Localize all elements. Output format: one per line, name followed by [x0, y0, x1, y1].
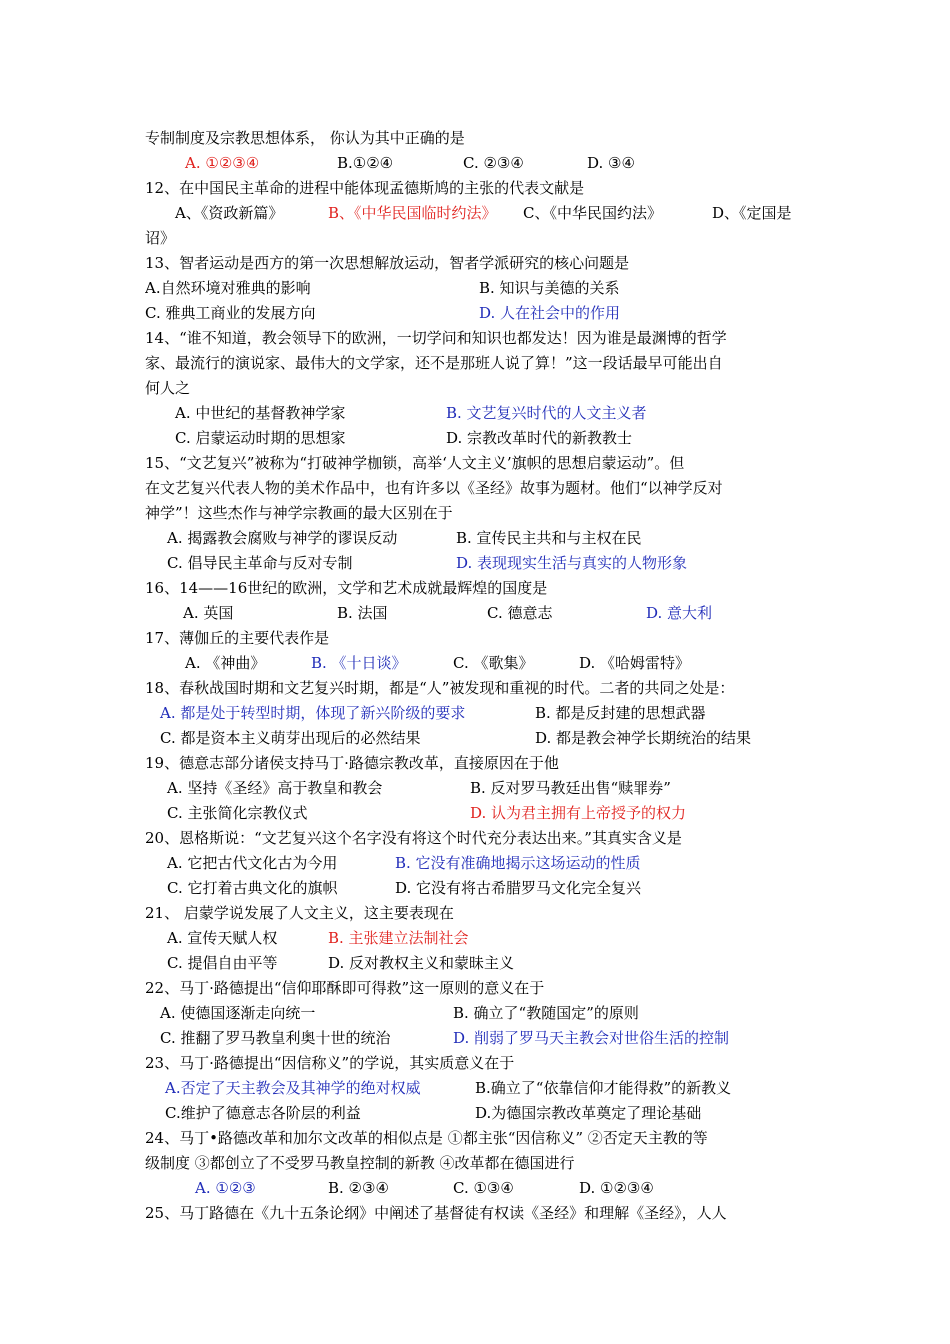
text-line — [145, 478, 815, 498]
text-segment: 家、最流行的演说家、最伟大的文学家，还不是那班人说了算！”这一段话最早可能出自 — [145, 354, 723, 372]
text-line — [145, 178, 815, 198]
text-segment: C. 它打着古典文化的旗帜 — [167, 879, 338, 897]
answer-option-highlighted: A. ①②③ — [195, 1179, 256, 1197]
text-line — [145, 453, 815, 473]
text-segment: A. 宣传天赋人权 — [167, 929, 278, 947]
text-segment: 15、“文艺复兴”被称为“打破神学枷锁，高举‘人文主义’旗帜的思想启蒙运动”。但 — [145, 454, 685, 472]
text-segment: A. 《神曲》 — [185, 654, 266, 672]
text-segment: 级制度 ③都创立了不受罗马教皇控制的新教 ④改革都在德国进行 — [145, 1154, 575, 1172]
text-line — [145, 353, 815, 373]
answer-option-highlighted: B、《中华民国临时约法》 — [328, 204, 497, 222]
text-segment: 20、恩格斯说：“文艺复兴这个名字没有将这个时代充分表达出来。”其真实含义是 — [145, 829, 682, 847]
text-line — [145, 928, 815, 948]
text-segment: C. 启蒙运动时期的思想家 — [175, 429, 346, 447]
text-line — [145, 428, 815, 448]
answer-option-highlighted: A. 都是处于转型时期，体现了新兴阶级的要求 — [160, 704, 466, 722]
text-segment: B.①②④ — [337, 154, 394, 172]
text-line — [145, 878, 815, 898]
answer-option-highlighted: D. 认为君主拥有上帝授予的权力 — [470, 804, 687, 822]
text-line — [145, 803, 815, 823]
text-segment: 神学”！这些杰作与神学宗教画的最大区别在于 — [145, 504, 453, 522]
text-segment: C. 雅典工商业的发展方向 — [145, 304, 316, 322]
text-line — [145, 1103, 815, 1123]
answer-option-highlighted: B. 主张建立法制社会 — [328, 929, 469, 947]
text-line — [145, 278, 815, 298]
text-segment: B. 反对罗马教廷出售“赎罪券” — [470, 779, 671, 797]
text-line — [145, 578, 815, 598]
text-line — [145, 903, 815, 923]
text-segment: C. 德意志 — [487, 604, 553, 622]
text-segment: B. 宣传民主共和与主权在民 — [456, 529, 642, 547]
text-segment: 13、智者运动是西方的第一次思想解放运动，智者学派研究的核心问题是 — [145, 254, 630, 272]
text-segment: C、《中华民国约法》 — [523, 204, 662, 222]
answer-option-highlighted: D. 表现现实生活与真实的人物形象 — [456, 554, 688, 572]
text-segment: C.维护了德意志各阶层的利益 — [165, 1104, 361, 1122]
text-segment: 25、马丁路德在《九十五条论纲》中阐述了基督徒有权读《圣经》和理解《圣经》，人人 — [145, 1204, 727, 1222]
text-line — [145, 628, 815, 648]
text-segment: D. 《哈姆雷特》 — [579, 654, 691, 672]
text-segment: 19、德意志部分诸侯支持马丁·路德宗教改革，直接原因在于他 — [145, 754, 559, 772]
text-segment: D. ③④ — [587, 154, 635, 172]
answer-option-highlighted: D. 意大利 — [646, 604, 713, 622]
text-segment: A. 它把古代文化古为今用 — [167, 854, 338, 872]
answer-option-highlighted: B. 它没有准确地揭示这场运动的性质 — [395, 854, 641, 872]
answer-option-highlighted: A.否定了天主教会及其神学的绝对权威 — [165, 1079, 421, 1097]
answer-option-highlighted: D. 削弱了罗马天主教会对世俗生活的控制 — [453, 1029, 730, 1047]
text-segment: D. 宗教改革时代的新教教士 — [446, 429, 633, 447]
text-line — [145, 703, 815, 723]
text-segment: A. 揭露教会腐败与神学的谬误反动 — [167, 529, 398, 547]
text-line — [145, 828, 815, 848]
text-segment: 专制制度及宗教思想体系， 你认为其中正确的是 — [145, 129, 465, 147]
text-segment: B.确立了“依靠信仰才能得救”的新教义 — [475, 1079, 732, 1097]
text-line — [145, 678, 815, 698]
text-segment: B. 法国 — [337, 604, 388, 622]
answer-option-highlighted: A. ①②③④ — [185, 154, 260, 172]
text-segment: 在文艺复兴代表人物的美术作品中，也有许多以《圣经》故事为题材。他们“以神学反对 — [145, 479, 723, 497]
text-line — [145, 553, 815, 573]
text-segment: 16、14——16世纪的欧洲，文学和艺术成就最辉煌的国度是 — [145, 579, 548, 597]
text-segment: B. 确立了“教随国定”的原则 — [453, 1004, 639, 1022]
text-segment: A. 使德国逐渐走向统一 — [160, 1004, 316, 1022]
text-segment: A. 英国 — [183, 604, 234, 622]
text-line — [145, 1078, 815, 1098]
text-line — [145, 153, 815, 173]
text-segment: A.自然环境对雅典的影响 — [145, 279, 311, 297]
text-line — [145, 603, 815, 623]
text-segment: 何人之 — [145, 379, 191, 397]
text-segment: 诏》 — [145, 229, 176, 247]
text-segment: D.为德国宗教改革奠定了理论基础 — [475, 1104, 702, 1122]
text-line — [145, 853, 815, 873]
text-line — [145, 1203, 815, 1223]
text-segment: 14、“谁不知道，教会领导下的欧洲，一切学问和知识也都发达！因为谁是最渊博的哲学 — [145, 329, 727, 347]
text-segment: C. ②③④ — [463, 154, 524, 172]
text-segment: 17、薄伽丘的主要代表作是 — [145, 629, 330, 647]
text-line — [145, 303, 815, 323]
text-segment: D、《定国是 — [712, 204, 792, 222]
text-segment: C. ①③④ — [453, 1179, 514, 1197]
text-segment: B. 都是反封建的思想武器 — [535, 704, 706, 722]
text-segment: D. ①②③④ — [579, 1179, 654, 1197]
text-segment: C. 提倡自由平等 — [167, 954, 278, 972]
text-segment: D. 都是教会神学长期统治的结果 — [535, 729, 752, 747]
text-segment: D. 反对教权主义和蒙昧主义 — [328, 954, 515, 972]
text-segment: D. 它没有将古希腊罗马文化完全复兴 — [395, 879, 642, 897]
text-segment: A、《资政新篇》 — [175, 204, 284, 222]
text-line — [145, 253, 815, 273]
answer-option-highlighted: B. 《十日谈》 — [311, 654, 407, 672]
text-segment: A. 坚持《圣经》高于教皇和教会 — [167, 779, 383, 797]
text-segment: B. 知识与美德的关系 — [479, 279, 620, 297]
text-line — [145, 1178, 815, 1198]
text-line — [145, 378, 815, 398]
text-segment: C. 倡导民主革命与反对专制 — [167, 554, 353, 572]
text-line — [145, 728, 815, 748]
text-segment: 24、马丁•路德改革和加尔文改革的相似点是 ①都主张“因信称义” ②否定天主教的等 — [145, 1129, 708, 1147]
text-segment: C. 都是资本主义萌芽出现后的必然结果 — [160, 729, 421, 747]
text-segment: 12、在中国民主革命的进程中能体现孟德斯鸠的主张的代表文献是 — [145, 179, 585, 197]
text-line — [145, 228, 815, 248]
answer-option-highlighted: D. 人在社会中的作用 — [479, 304, 621, 322]
text-line — [145, 1053, 815, 1073]
text-line — [145, 528, 815, 548]
answer-option-highlighted: B. 文艺复兴时代的人文主义者 — [446, 404, 647, 422]
text-segment: 18、春秋战国时期和文艺复兴时期，都是“人”被发现和重视的时代。二者的共同之处是： — [145, 679, 735, 697]
text-line — [145, 1003, 815, 1023]
text-line — [145, 203, 815, 223]
text-line — [145, 978, 815, 998]
text-line — [145, 328, 815, 348]
text-segment: C. 推翻了罗马教皇利奥十世的统治 — [160, 1029, 391, 1047]
text-segment: 21、 启蒙学说发展了人文主义，这主要表现在 — [145, 904, 454, 922]
text-line — [145, 778, 815, 798]
text-line — [145, 953, 815, 973]
text-line — [145, 1153, 815, 1173]
text-line — [145, 403, 815, 423]
text-line — [145, 753, 815, 773]
text-line — [145, 1128, 815, 1148]
text-segment: 22、马丁·路德提出“信仰耶酥即可得救”这一原则的意义在于 — [145, 979, 545, 997]
text-line — [145, 128, 815, 148]
text-line — [145, 1028, 815, 1048]
text-segment: B. ②③④ — [328, 1179, 389, 1197]
text-line — [145, 503, 815, 523]
text-segment: C. 《歌集》 — [453, 654, 534, 672]
text-segment: C. 主张简化宗教仪式 — [167, 804, 308, 822]
text-segment: A. 中世纪的基督教神学家 — [175, 404, 346, 422]
text-segment: 23、马丁·路德提出“因信称义”的学说，其实质意义在于 — [145, 1054, 515, 1072]
text-line — [145, 653, 815, 673]
